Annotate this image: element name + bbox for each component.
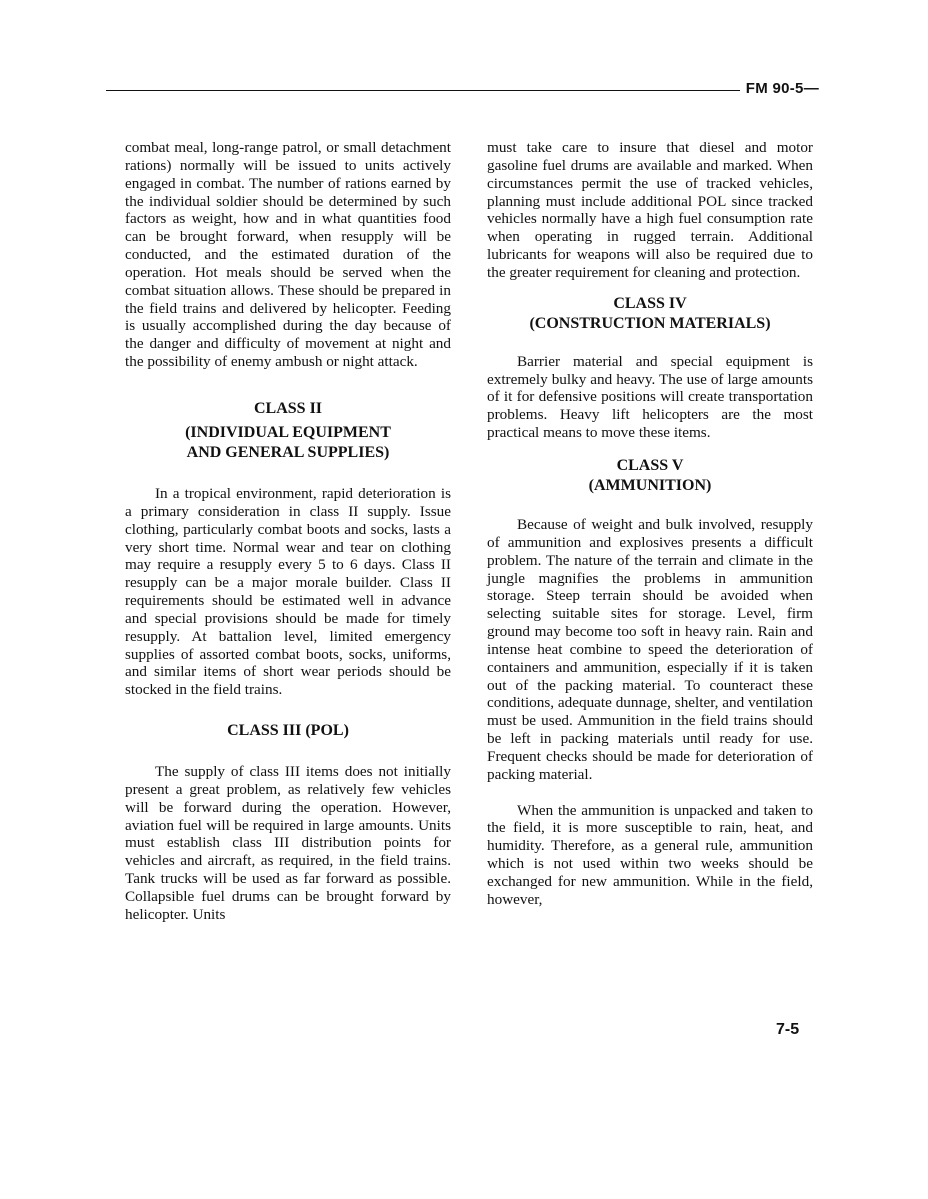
class5-heading-title: CLASS V	[616, 456, 684, 474]
class3-heading: CLASS III (POL)	[227, 722, 349, 740]
header-rule	[106, 90, 747, 91]
right-column	[487, 139, 813, 909]
left-column	[125, 139, 451, 924]
class4-heading-title: CLASS IV	[613, 294, 687, 312]
page-header	[106, 79, 819, 103]
class2-heading-title: CLASS II	[253, 399, 323, 417]
class2-heading-line2: AND GENERAL SUPPLIES)	[186, 443, 390, 461]
class4-paragraph: Barrier material and special equipment is extremely bulky and heavy. The use of large amounts of it for defensive positions will create transportation problems. Heavy lift helicopters are the most practical means to move these items.	[487, 352, 813, 442]
page-number: 7-5	[776, 1021, 800, 1038]
continued-paragraph: must take care to insure that diesel and motor gasoline fuel drums are available and marked. When circumstances permit the use of tracked vehicles, planning must include additional POL since tracked vehicles normally have a high fuel consumption rate when operating in rugged terrain. Additional lubricants for weapons will also be required due to the greater requirement for cleaning and protection.	[487, 139, 813, 281]
class5-paragraph-2: When the ammunition is unpacked and taken to the field, it is more susceptible to rain, heat, and humidity. Therefore, as a general rule, ammunition which is not used within two weeks should be exchanged for new ammunition. While in the field, however,	[487, 801, 813, 908]
class2-paragraph: In a tropical environment, rapid deterioration is a primary consideration in class II supply. Issue clothing, particularly combat boots and socks, lasts a very short time. Normal wear and tear on clothing may require a resupply every 5 to 6 days. Class II resupply can be a major morale builder. Class II requirements should be estimated well in advance and special provisions should be made for timely resupply. At battalion level, limited emergency supplies of assorted combat boots, socks, uniforms, and similar items of short wear periods should be stocked in the field trains.	[125, 484, 451, 699]
class2-heading-line1: (INDIVIDUAL EQUIPMENT	[185, 423, 391, 441]
continued-paragraph: combat meal, long-range patrol, or small detachment rations) normally will be issued to units actively engaged in combat. The number of rations earned by the individual soldier should be determined by such factors as weight, how and in what quantities food can be brought forward, when resupply will be conducted, and the estimated duration of the operation. Hot meals should be served when the combat situation allows. These should be prepared in the field trains and delivered by helicopter. Feeding is usually accomplished during the day because of the danger and difficulty of movement at night and the possibility of enemy ambush or night attack.	[125, 139, 451, 371]
class5-heading-subtitle: (AMMUNITION)	[588, 476, 712, 494]
class3-paragraph: The supply of class III items does not initially present a great problem, as relatively few vehicles will be forward during the operation. However, aviation fuel will be required in large amounts. Units must establish class III distribution points for vehicles and aircraft, as required, in the field trains. Tank trucks will be used as far forward as possible. Collapsible fuel drums can be brought forward by helicopter. Units	[125, 763, 451, 923]
class4-heading-subtitle: (CONSTRUCTION MATERIALS)	[529, 314, 771, 332]
class5-paragraph-1: Because of weight and bulk involved, resupply of ammunition and explosives presents a difficult problem. The nature of the terrain and climate in the jungle magnifies the problems in ammunition storage. Steep terrain should be avoided when selecting suitable sites for storage. Level, firm ground may become too soft in heavy rain. Rain and intense heat combine to speed the deterioration of containers and ammunition, especially if it is taken out of the packing material. To counteract these conditions, adequate dunnage, shelter, and ventilation must be used. Ammunition in the field trains should be left in packing materials until ready for use. Frequent checks should be made for deterioration of packing material.	[487, 515, 813, 783]
document-id: FM 90-5—	[740, 80, 819, 97]
